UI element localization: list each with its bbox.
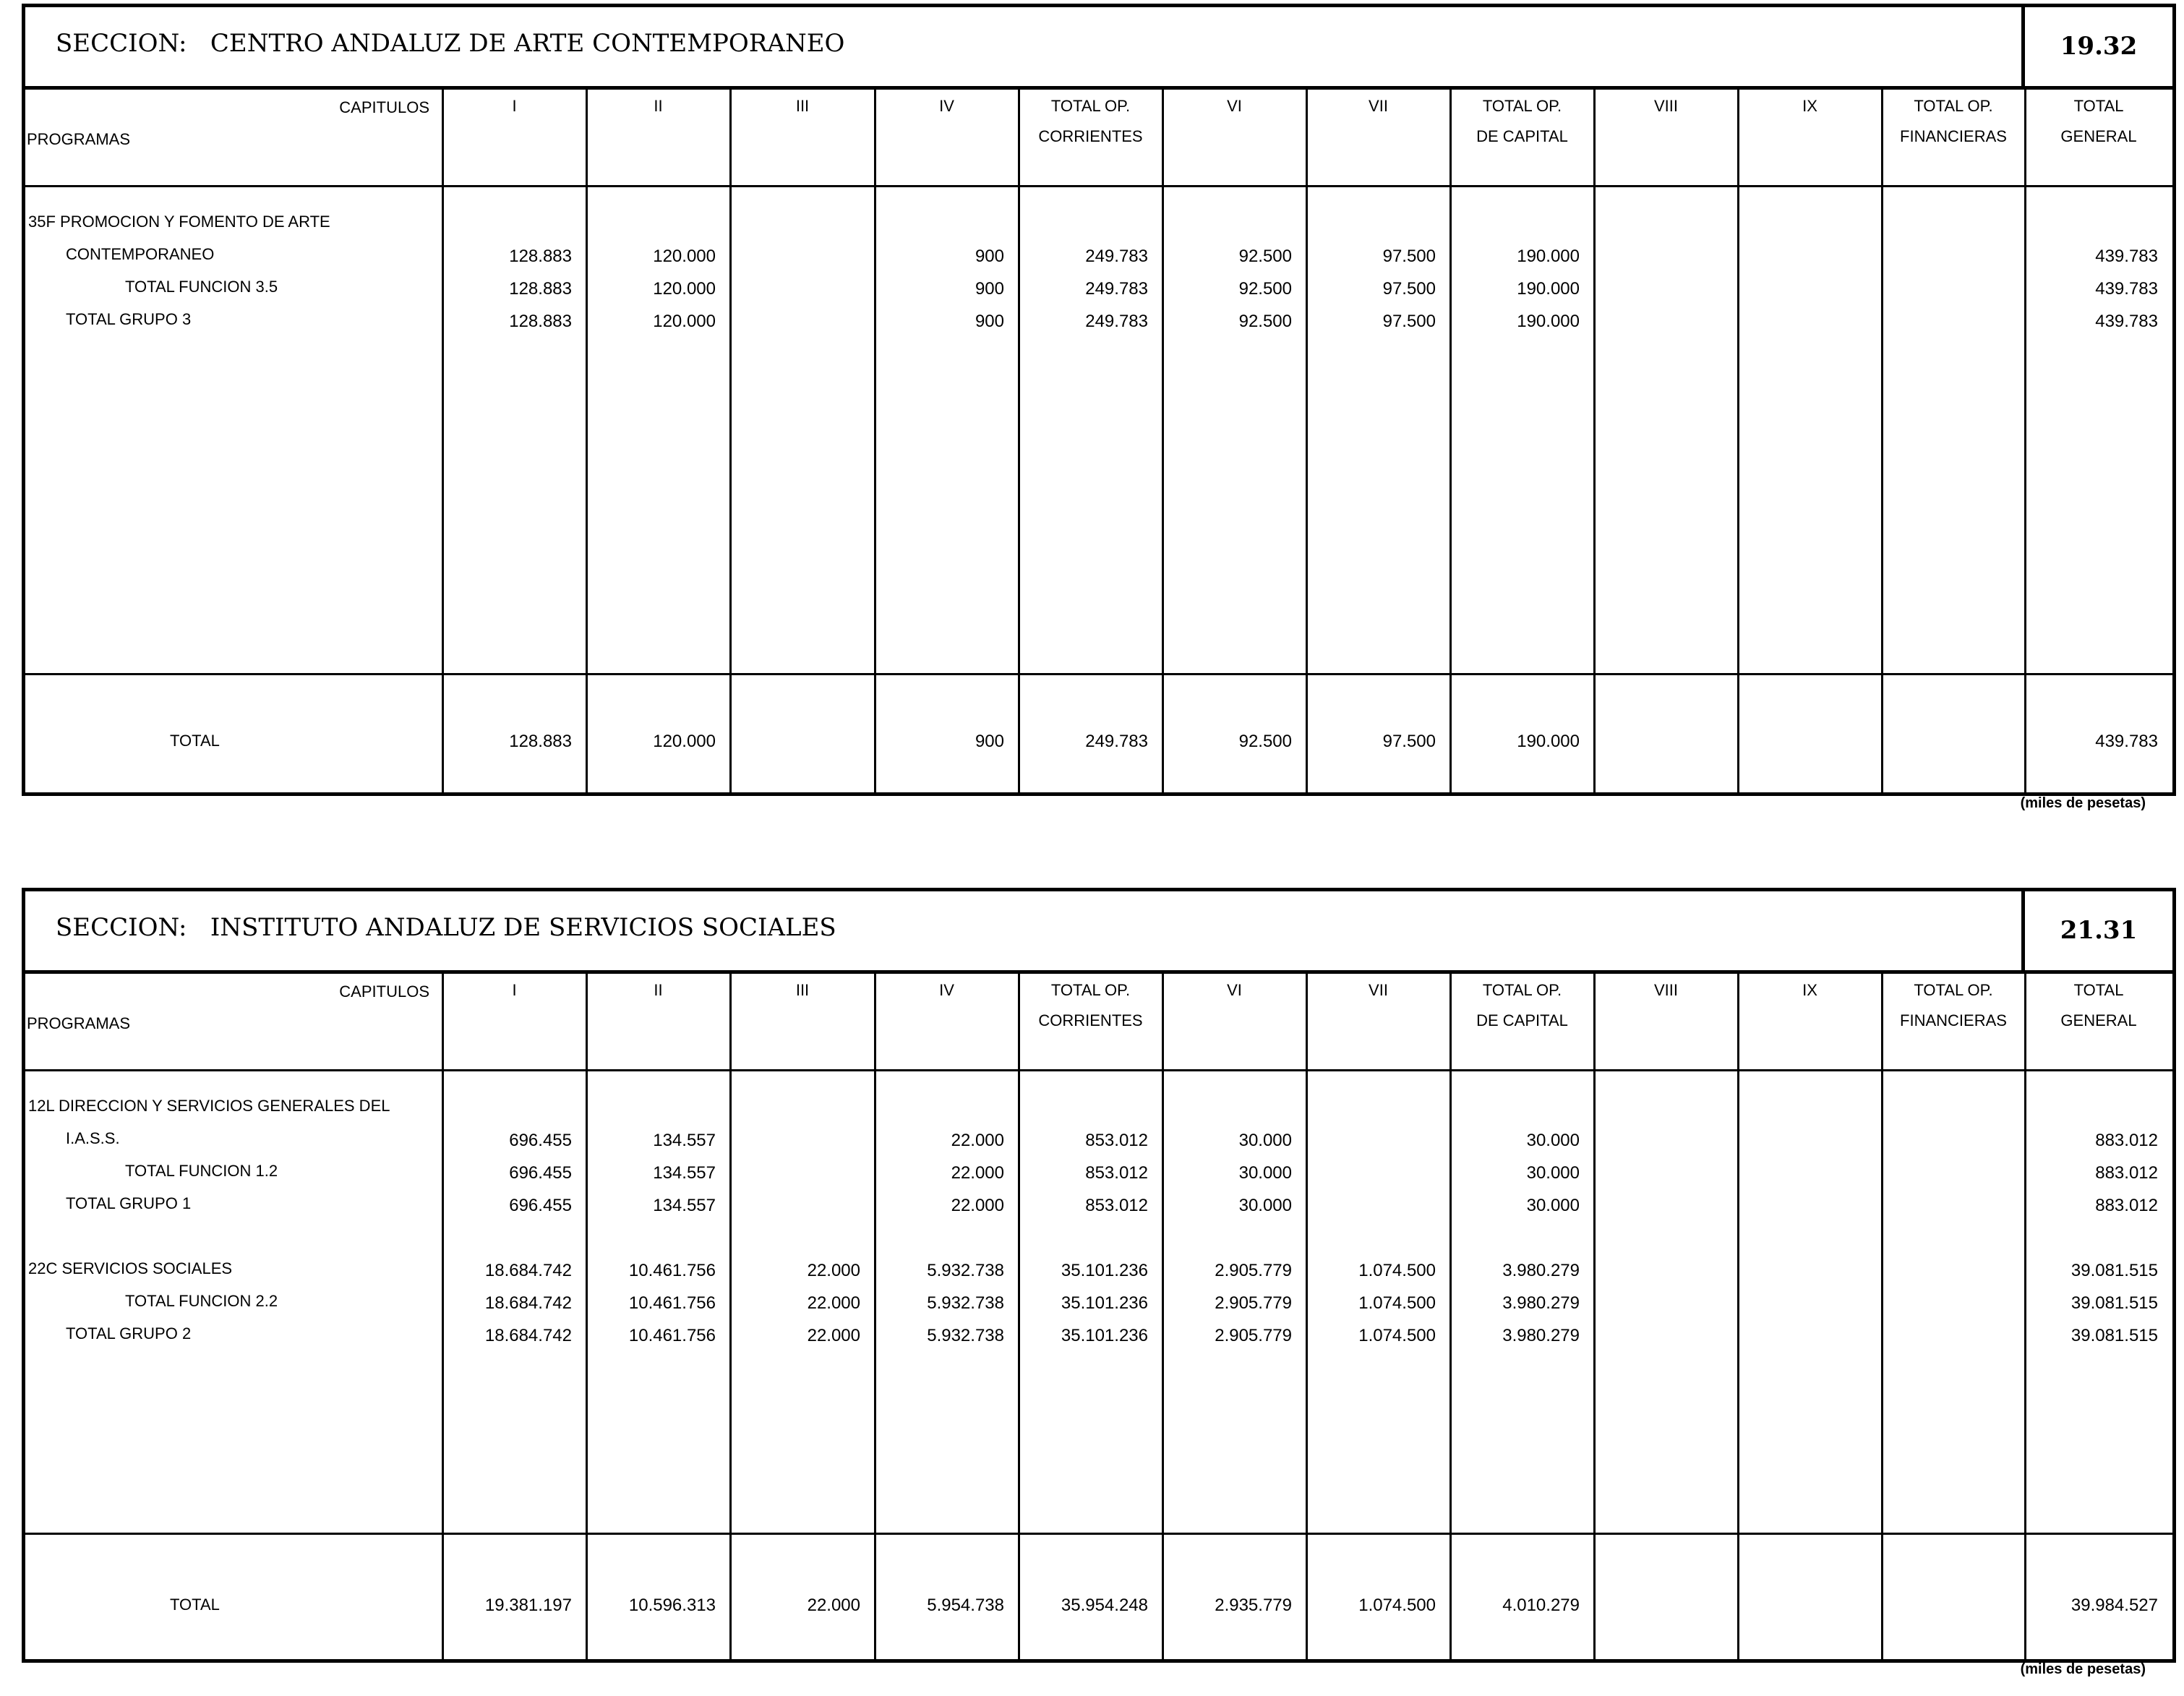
section-centro-andaluz-arte [22,4,2176,796]
value-capitulo-i: 696.455 [509,1196,572,1215]
header-total-op-financieras: TOTAL OP. [1914,97,1993,115]
value-total-op-capital: 190.000 [1517,312,1580,331]
header-total-op-corrientes: CORRIENTES [1038,1011,1143,1029]
column-divider [2024,90,2026,792]
column-divider [1593,974,1596,1659]
column-divider [729,90,732,792]
value-capitulo-vi: 30.000 [1238,1196,1292,1215]
column-divider [1162,90,1164,792]
section-instituto-servicios-sociales [22,888,2176,1663]
column-divider [1449,90,1452,792]
program-row-label: CONTEMPORANEO [66,245,215,263]
column-divider [1881,90,1883,792]
value-capitulo-vi: 2.905.779 [1215,1261,1292,1280]
header-total-general: GENERAL [2060,127,2137,145]
value-total-op-capital: 30.000 [1526,1131,1580,1150]
value-total-op-capital: 30.000 [1526,1196,1580,1215]
value-total-general: 39.081.515 [2070,1293,2158,1313]
value-capitulo-vii: 97.500 [1382,279,1436,299]
total-total-op-corrientes: 249.783 [1085,732,1148,751]
value-total-general: 439.783 [2095,279,2158,299]
value-total-general: 883.012 [2095,1131,2158,1150]
section-label: SECCION: [56,913,187,942]
value-total-general: 439.783 [2095,312,2158,331]
value-total-op-capital: 3.980.279 [1502,1326,1580,1345]
value-capitulo-ii: 10.461.756 [628,1261,716,1280]
value-capitulo-i: 18.684.742 [484,1326,572,1345]
header-capitulo-vi: VI [1227,97,1242,115]
value-capitulo-i: 696.455 [509,1163,572,1183]
header-capitulo-viii: VIII [1653,981,1678,999]
column-divider [1162,974,1164,1659]
value-total-op-corrientes: 35.101.236 [1061,1326,1148,1345]
header-capitulo-vii: VII [1369,981,1388,999]
value-capitulo-vi: 30.000 [1238,1131,1292,1150]
header-capitulo-vi: VI [1227,981,1242,999]
total-capitulo-iv: 900 [975,732,1004,751]
total-capitulo-vii: 1.074.500 [1358,1596,1436,1615]
value-capitulo-i: 18.684.742 [484,1293,572,1313]
value-capitulo-ii: 134.557 [653,1196,716,1215]
total-total-general: 439.783 [2095,732,2158,751]
section-name: CENTRO ANDALUZ DE ARTE CONTEMPORANEO [210,29,845,58]
value-capitulo-vi: 92.500 [1238,247,1292,266]
program-row-label: TOTAL FUNCION 3.5 [125,278,278,296]
header-capitulo-ix: IX [1802,97,1817,115]
value-capitulo-vii: 97.500 [1382,247,1436,266]
column-divider [442,90,444,792]
value-capitulo-ii: 134.557 [653,1131,716,1150]
program-row-label: 12L DIRECCION Y SERVICIOS GENERALES DEL [28,1097,390,1115]
value-total-op-corrientes: 853.012 [1085,1163,1148,1183]
total-divider [25,673,2172,675]
value-total-general: 439.783 [2095,247,2158,266]
header-total-general: TOTAL [2073,97,2124,115]
header-total-op-corrientes: TOTAL OP. [1050,97,1131,115]
header-total-op-financieras: FINANCIERAS [1900,127,2007,145]
column-divider [1737,974,1739,1659]
value-capitulo-ii: 120.000 [653,247,716,266]
section-title-row [25,891,2172,974]
header-capitulo-vii: VII [1369,97,1388,115]
value-capitulo-i: 18.684.742 [484,1261,572,1280]
value-total-op-capital: 190.000 [1517,279,1580,299]
value-capitulo-vi: 92.500 [1238,279,1292,299]
value-capitulo-iv: 22.000 [951,1196,1004,1215]
header-capitulo-iii: III [795,981,810,999]
header-total-general: TOTAL [2073,981,2124,999]
value-total-op-capital: 3.980.279 [1502,1261,1580,1280]
program-row-label: TOTAL FUNCION 1.2 [125,1162,278,1180]
column-divider [1593,90,1596,792]
value-capitulo-iv: 22.000 [951,1131,1004,1150]
total-capitulo-iv: 5.954.738 [927,1596,1004,1615]
value-capitulo-iv: 5.932.738 [927,1261,1004,1280]
header-programas: PROGRAMAS [27,1014,131,1032]
value-total-general: 39.081.515 [2070,1326,2158,1345]
section-name: INSTITUTO ANDALUZ DE SERVICIOS SOCIALES [210,913,836,942]
value-capitulo-i: 128.883 [509,247,572,266]
header-capitulo-viii: VIII [1653,97,1678,115]
header-total-op-financieras: TOTAL OP. [1914,981,1993,999]
value-capitulo-vii: 1.074.500 [1358,1293,1436,1313]
value-total-op-corrientes: 35.101.236 [1061,1261,1148,1280]
section-title-row [25,7,2172,90]
header-total-op-capital: DE CAPITAL [1476,127,1568,145]
header-capitulo-iv: IV [939,981,954,999]
header-capitulo-ix: IX [1802,981,1817,999]
section-label: SECCION: [56,29,187,58]
program-row-label: TOTAL GRUPO 3 [66,310,192,328]
total-row-label: TOTAL [170,732,220,750]
program-row-label: TOTAL GRUPO 2 [66,1324,192,1342]
total-capitulo-ii: 10.596.313 [628,1596,716,1615]
total-capitulo-iii: 22.000 [807,1596,860,1615]
value-total-op-capital: 30.000 [1526,1163,1580,1183]
value-capitulo-i: 696.455 [509,1131,572,1150]
header-capitulos: CAPITULOS [339,98,429,116]
value-total-general: 883.012 [2095,1163,2158,1183]
value-capitulo-iii: 22.000 [807,1293,860,1313]
section-title [56,913,836,942]
program-row-label: TOTAL GRUPO 1 [66,1194,192,1212]
column-divider [729,974,732,1659]
header-capitulos: CAPITULOS [339,982,429,1001]
value-capitulo-iv: 5.932.738 [927,1326,1004,1345]
value-total-op-corrientes: 249.783 [1085,279,1148,299]
value-capitulo-i: 128.883 [509,279,572,299]
value-total-op-corrientes: 853.012 [1085,1131,1148,1150]
value-total-op-capital: 3.980.279 [1502,1293,1580,1313]
value-capitulo-vii: 1.074.500 [1358,1326,1436,1345]
value-capitulo-vii: 1.074.500 [1358,1261,1436,1280]
value-total-op-corrientes: 853.012 [1085,1196,1148,1215]
column-divider [442,974,444,1659]
total-capitulo-i: 128.883 [509,732,572,751]
header-total-op-corrientes: TOTAL OP. [1050,981,1131,999]
value-capitulo-vi: 2.905.779 [1215,1293,1292,1313]
units-footnote: (miles de pesetas) [2020,1661,2146,1677]
value-capitulo-iv: 5.932.738 [927,1293,1004,1313]
value-total-op-corrientes: 249.783 [1085,247,1148,266]
program-row-label: 22C SERVICIOS SOCIALES [28,1259,233,1277]
value-capitulo-ii: 10.461.756 [628,1326,716,1345]
value-capitulo-iv: 900 [975,247,1004,266]
header-programas: PROGRAMAS [27,130,131,148]
column-divider [874,90,876,792]
section-code: 21.31 [2060,916,2138,945]
value-total-op-corrientes: 249.783 [1085,312,1148,331]
value-total-op-corrientes: 35.101.236 [1061,1293,1148,1313]
total-capitulo-vi: 92.500 [1238,732,1292,751]
total-row-label: TOTAL [170,1596,220,1614]
budget-table [25,974,2172,1659]
value-total-general: 883.012 [2095,1196,2158,1215]
header-total-op-financieras: FINANCIERAS [1900,1011,2007,1029]
total-total-op-corrientes: 35.954.248 [1061,1596,1148,1615]
header-total-op-capital: DE CAPITAL [1476,1011,1568,1029]
program-row-label: I.A.S.S. [66,1129,120,1147]
header-total-op-corrientes: CORRIENTES [1038,127,1143,145]
value-capitulo-iv: 900 [975,279,1004,299]
value-capitulo-i: 128.883 [509,312,572,331]
header-capitulo-ii: II [654,97,663,115]
column-divider [586,974,588,1659]
total-divider [25,1533,2172,1535]
column-divider [874,974,876,1659]
value-capitulo-ii: 120.000 [653,279,716,299]
program-row-label: TOTAL FUNCION 2.2 [125,1292,278,1310]
section-code: 19.32 [2060,32,2138,61]
header-capitulo-iii: III [795,97,810,115]
value-capitulo-iv: 22.000 [951,1163,1004,1183]
header-total-general: GENERAL [2060,1011,2137,1029]
column-divider [1737,90,1739,792]
header-capitulo-iv: IV [939,97,954,115]
value-capitulo-iv: 900 [975,312,1004,331]
header-total-op-capital: TOTAL OP. [1482,981,1562,999]
program-row-label: 35F PROMOCION Y FOMENTO DE ARTE [28,213,330,231]
budget-table [25,90,2172,792]
total-capitulo-ii: 120.000 [653,732,716,751]
value-capitulo-ii: 10.461.756 [628,1293,716,1313]
column-divider [1018,974,1020,1659]
value-capitulo-iii: 22.000 [807,1326,860,1345]
value-capitulo-vii: 97.500 [1382,312,1436,331]
total-total-op-capital: 4.010.279 [1502,1596,1580,1615]
column-divider [1306,974,1308,1659]
total-total-general: 39.984.527 [2070,1596,2158,1615]
column-divider [1449,974,1452,1659]
total-capitulo-vi: 2.935.779 [1215,1596,1292,1615]
section-title-box [25,891,2025,970]
column-divider [1018,90,1020,792]
value-capitulo-vi: 30.000 [1238,1163,1292,1183]
value-total-op-capital: 190.000 [1517,247,1580,266]
value-capitulo-vi: 92.500 [1238,312,1292,331]
total-total-op-capital: 190.000 [1517,732,1580,751]
header-total-op-capital: TOTAL OP. [1482,97,1562,115]
value-capitulo-vi: 2.905.779 [1215,1326,1292,1345]
value-capitulo-ii: 134.557 [653,1163,716,1183]
column-divider [2024,974,2026,1659]
header-capitulo-ii: II [654,981,663,999]
value-capitulo-ii: 120.000 [653,312,716,331]
value-capitulo-iii: 22.000 [807,1261,860,1280]
column-divider [1881,974,1883,1659]
total-capitulo-vii: 97.500 [1382,732,1436,751]
column-divider [586,90,588,792]
header-capitulo-i: I [512,97,517,115]
header-capitulo-i: I [512,981,517,999]
header-divider [25,1069,2172,1071]
section-title-box [25,7,2025,86]
header-divider [25,185,2172,187]
section-title [56,29,844,58]
value-total-general: 39.081.515 [2070,1261,2158,1280]
column-divider [1306,90,1308,792]
total-capitulo-i: 19.381.197 [484,1596,572,1615]
units-footnote: (miles de pesetas) [2020,795,2146,811]
